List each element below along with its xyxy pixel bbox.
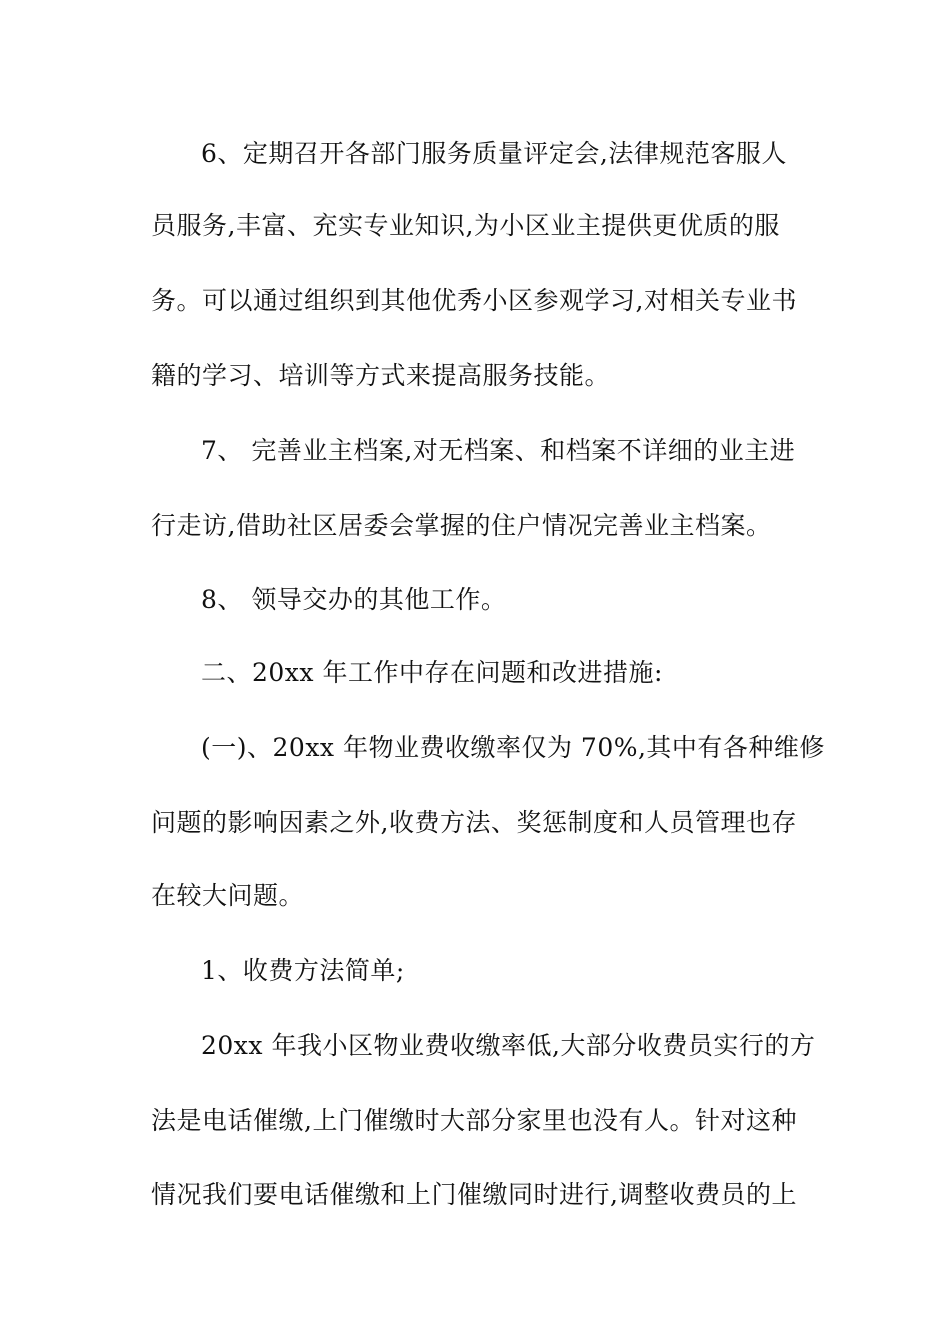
paragraph-line: (一)、20xx 年物业费收缴率仅为 70%,其中有各种维修 (201, 733, 825, 762)
paragraph-line: 籍的学习、培训等方式来提高服务技能。 (151, 361, 611, 390)
paragraph-line: 问题的影响因素之外,收费方法、奖惩制度和人员管理也存 (151, 808, 797, 837)
paragraph-line: 20xx 年我小区物业费收缴率低,大部分收费员实行的方 (201, 1031, 816, 1060)
paragraph-line: 法是电话催缴,上门催缴时大部分家里也没有人。针对这种 (151, 1106, 797, 1135)
paragraph-line: 7、 完善业主档案,对无档案、和档案不详细的业主进 (201, 436, 796, 465)
paragraph-line: 情况我们要电话催缴和上门催缴同时进行,调整收费员的上 (151, 1180, 797, 1209)
paragraph-line: 行走访,借助社区居委会掌握的住户情况完善业主档案。 (151, 511, 772, 540)
paragraph-line: 6、定期召开各部门服务质量评定会,法律规范客服人 (201, 139, 787, 168)
paragraph-line: 在较大问题。 (151, 881, 305, 910)
paragraph-line: 员服务,丰富、充实专业知识,为小区业主提供更优质的服 (151, 211, 780, 240)
section-heading: 二、20xx 年工作中存在问题和改进措施: (201, 658, 663, 687)
subsection-heading: 1、收费方法简单; (201, 956, 405, 985)
paragraph-line: 8、 领导交办的其他工作。 (201, 585, 507, 614)
paragraph-line: 务。可以通过组织到其他优秀小区参观学习,对相关专业书 (151, 286, 797, 315)
